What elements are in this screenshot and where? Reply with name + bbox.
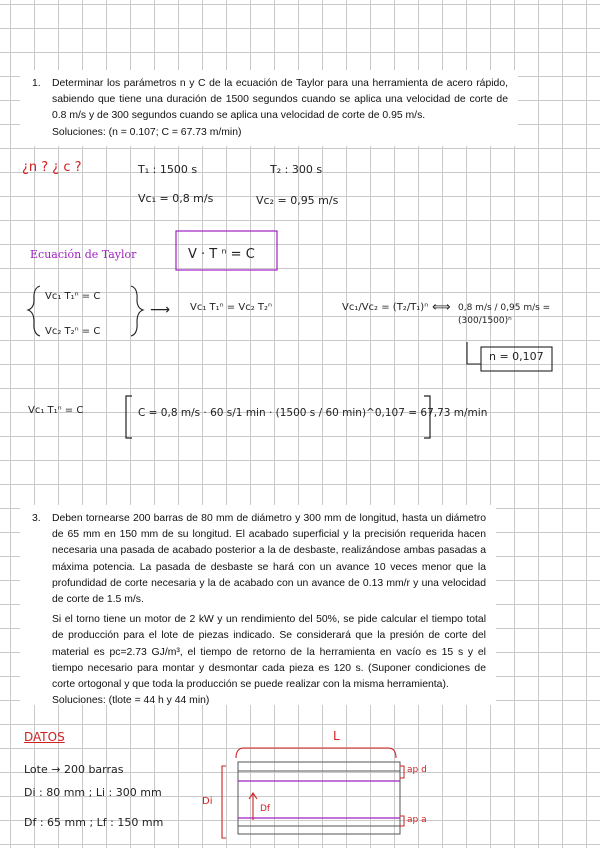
problem-3-paragraph-1: Deben tornearse 200 barras de 80 mm de diámetro y 300 mm de longitud, hasta un diámetro de 65 mm en 150 mm de su longitud. El acabado superficial y la precisión requerida hacen necesaria una pasada de acabado posterior a la de desbaste, realizándose ambas pasadas a máxima potencia. La pasada de desbaste se hará con un avance 10 veces menor que la profundidad de corte necesaria y la de acabado con un avance de 0.13 mm/r y una velocidad de corte de 1.5 m/s.: [52, 513, 486, 606]
sketch-ap-finishing: ap a: [407, 815, 427, 825]
n-result: n = 0,107: [489, 350, 544, 363]
equivalence-arrow: ⟺: [432, 300, 451, 315]
implies-arrow: ⟶: [150, 302, 171, 318]
lote-note: Lote → 200 barras: [24, 763, 124, 776]
system-eq-1: Vc₁ T₁ⁿ = C: [45, 291, 101, 302]
di-note: Di : 80 mm ; Li : 300 mm: [24, 786, 162, 799]
sketch-workpiece: [238, 762, 400, 834]
numeric-ratio: 0,8 m/s / 0,95 m/s = (300/1500)ⁿ: [458, 303, 551, 326]
sketch-ap-finishing-tick: [400, 816, 404, 826]
v2-note: Vc₂ = 0,95 m/s: [256, 194, 339, 207]
sketch-length-bracket: [236, 748, 396, 758]
c-left-bracket: [126, 396, 132, 438]
n-result-hook: [467, 342, 481, 364]
problem-1-solutions: Soluciones: (n = 0.107; C = 67.73 m/min): [52, 126, 242, 138]
sketch-ap-roughing-tick: [400, 766, 404, 778]
c-lhs: Vc₁ T₁ⁿ = C: [28, 405, 84, 416]
taylor-formula-box: [176, 231, 277, 270]
t1-note: T₁ : 1500 s: [138, 163, 198, 176]
sketch-df-label: Df: [260, 804, 271, 814]
datos-heading: DATOS: [24, 730, 65, 744]
problem-3-paragraph-2: Si el torno tiene un motor de 2 kW y un rendimiento del 50%, se pide calcular el tiempo total de producción para el lote de piezas indicado. Se considerará que la presión de corte del material es pc=2.73 GJ/m³, el tiempo de retorno de la herramienta en vacío es 15 s y el tiempo necesario para montar y desmontar cada pieza es 120 s. (Suponer condiciones de corte ortogonal y que toda la producción se puede realizar con la misma herramienta).: [52, 614, 486, 691]
sketch-length-label: L: [333, 729, 340, 743]
sketch-ap-roughing: ap d: [407, 765, 427, 775]
unknowns-note: ¿n ? ¿ c ?: [22, 160, 82, 175]
problem-1-number: 1.: [32, 78, 41, 89]
taylor-label: Ecuación de Taylor: [30, 248, 137, 261]
problem-1-statement: Determinar los parámetros n y C de la ecuación de Taylor para una herramienta de acero rápido, sabiendo que tiene una duración de 1500 segundos cuando se aplica una velocidad de corte de 0.8 m/s y de 300 segundos cuando se aplica una velocidad de corte de 0.95 m/s.: [52, 78, 508, 122]
problem-3-solutions: Soluciones: (tlote = 44 h y 44 min): [52, 695, 210, 707]
v1-note: Vc₁ = 0,8 m/s: [138, 192, 214, 205]
c-right-bracket: [424, 396, 430, 438]
taylor-formula: V · T ⁿ = C: [188, 247, 255, 262]
t2-note: T₂ : 300 s: [270, 163, 323, 176]
sketch-di-label: Di: [202, 796, 213, 807]
ratio-step: Vc₁/Vc₂ = (T₂/T₁)ⁿ: [342, 302, 429, 313]
df-note: Df : 65 mm ; Lf : 150 mm: [24, 816, 164, 829]
problem-3-number: 3.: [32, 513, 41, 524]
equality-step: Vc₁ T₁ⁿ = Vc₂ T₂ⁿ: [190, 302, 272, 313]
sketch-di-bracket: [222, 766, 226, 838]
c-calculation: C = 0,8 m/s · 60 s/1 min · (1500 s / 60 min)^0,107 = 67,73 m/min: [138, 407, 488, 419]
system-right-brace: [131, 286, 143, 336]
system-eq-2: Vc₂ T₂ⁿ = C: [45, 326, 101, 337]
n-result-box: [481, 347, 552, 371]
system-left-brace: [28, 286, 40, 336]
